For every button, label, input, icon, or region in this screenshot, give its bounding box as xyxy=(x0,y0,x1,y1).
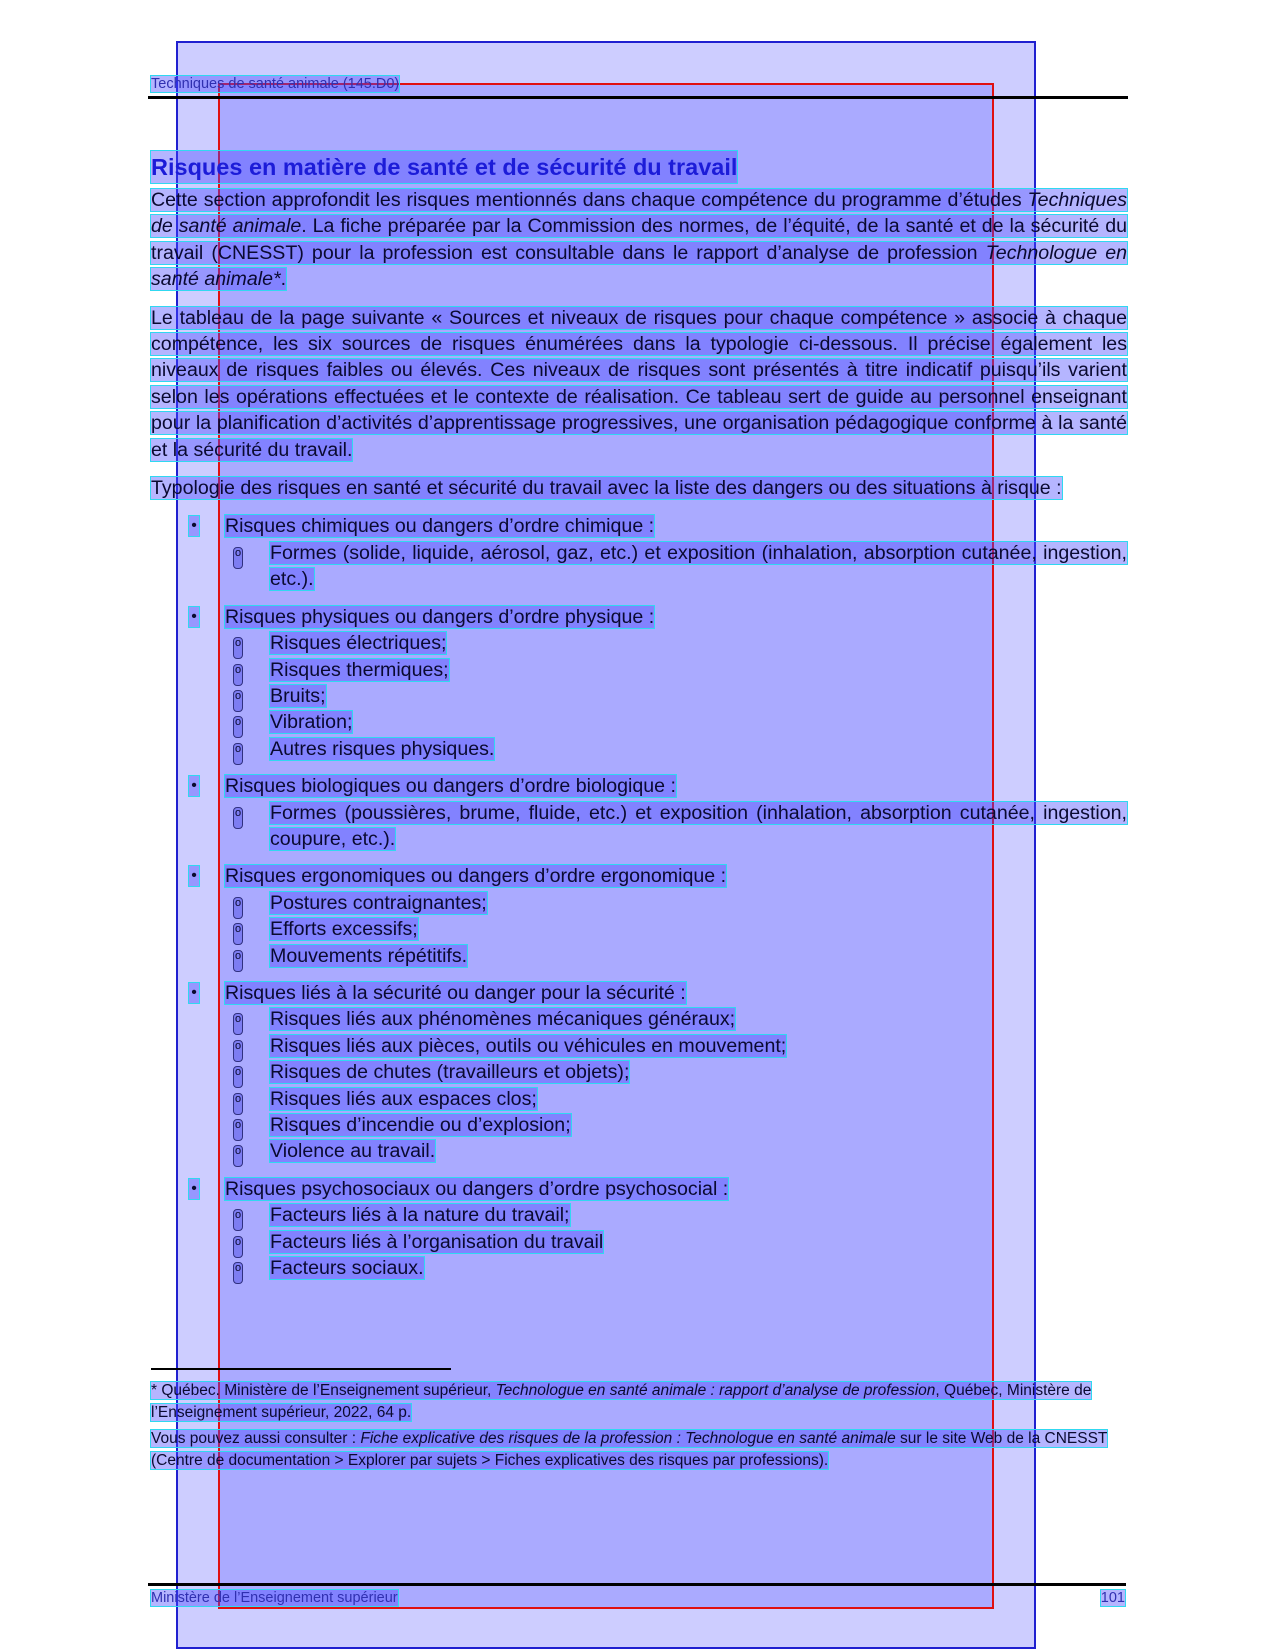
intro-p1-end: . xyxy=(280,268,287,291)
risk-category-label: Risques chimiques ou dangers d’ordre chimique : xyxy=(225,515,655,538)
risk-sub-item xyxy=(151,540,1127,593)
risk-category-label: Risques physiques ou dangers d’ordre physique : xyxy=(225,605,655,628)
risk-sub-item-text: Facteurs sociaux. xyxy=(270,1257,424,1280)
circle-bullet-icon: o xyxy=(233,1119,243,1141)
risk-category xyxy=(151,863,1127,969)
footnote-2-text xyxy=(151,1430,1107,1469)
risk-sub-item-text: Risques électriques; xyxy=(270,632,447,655)
program-name: Techniques de santé animale xyxy=(151,189,1127,238)
risk-sub-item xyxy=(151,916,1127,942)
risk-sub-list xyxy=(151,540,1127,593)
risk-sub-item xyxy=(151,630,1127,656)
risk-category xyxy=(151,513,1127,592)
risk-sub-item-text: Formes (solide, liquide, aérosol, gaz, etc.) et exposition (inhalation, absorption cutanée, ingestion, etc.). xyxy=(270,541,1127,591)
bullet-icon: • xyxy=(189,1179,199,1199)
risk-category-heading xyxy=(151,513,1127,539)
risk-sub-list xyxy=(151,630,1127,762)
risk-sub-item xyxy=(151,1006,1127,1032)
footnote-1-title: Technologue en santé animale : rapport d’analyse de profession xyxy=(495,1382,936,1399)
bullet-icon: • xyxy=(189,516,199,536)
risk-sub-item-text: Risques liés aux espaces clos; xyxy=(270,1087,537,1110)
circle-bullet-icon: o xyxy=(233,1066,243,1088)
circle-bullet-icon: o xyxy=(233,716,243,738)
risk-category-label: Risques psychosociaux ou dangers d’ordre psychosocial : xyxy=(225,1177,729,1200)
risk-sub-item-text: Facteurs liés à la nature du travail; xyxy=(270,1204,570,1227)
risk-sub-item-text: Postures contraignantes; xyxy=(270,891,487,914)
circle-bullet-icon: o xyxy=(233,690,243,712)
footnote-2-part1: Vous pouvez aussi consulter : xyxy=(151,1430,361,1447)
circle-bullet-icon: o xyxy=(233,664,243,686)
section-title: Risques en matière de santé et de sécurité du travail xyxy=(151,151,737,183)
footer-ministry: Ministère de l’Enseignement supérieur xyxy=(151,1590,398,1606)
risk-category-label: Risques liés à la sécurité ou danger pour la sécurité : xyxy=(225,981,686,1004)
risk-category-label: Risques ergonomiques ou dangers d’ordre ergonomique : xyxy=(225,865,727,888)
bullet-icon: • xyxy=(189,866,199,886)
risk-sub-item xyxy=(151,943,1127,969)
risk-sub-item xyxy=(151,1202,1127,1228)
risk-sub-item xyxy=(151,1033,1127,1059)
risk-category-heading xyxy=(151,1176,1127,1202)
risk-sub-item-text: Risques de chutes (travailleurs et objets); xyxy=(270,1061,630,1084)
circle-bullet-icon: o xyxy=(233,743,243,765)
intro-paragraph-1 xyxy=(151,187,1127,293)
risk-category xyxy=(151,980,1127,1165)
risk-sub-item xyxy=(151,709,1127,735)
bullet-icon: • xyxy=(189,983,199,1003)
footer-rule xyxy=(148,1583,1126,1586)
intro-p1-text xyxy=(151,189,1127,290)
risk-sub-list xyxy=(151,800,1127,853)
footnote-1-part1: * Québec. Ministère de l’Enseignement supérieur, xyxy=(151,1382,496,1399)
circle-bullet-icon: o xyxy=(233,950,243,972)
circle-bullet-icon: o xyxy=(233,807,243,829)
report-title: Technologue en santé animale* xyxy=(151,241,1128,291)
circle-bullet-icon: o xyxy=(233,637,243,659)
footnotes xyxy=(151,1380,1111,1476)
risk-sub-item xyxy=(151,800,1127,853)
risk-sub-item xyxy=(151,736,1127,762)
footnote-2 xyxy=(151,1428,1111,1471)
risk-category-label: Risques biologiques ou dangers d’ordre biologique : xyxy=(225,775,676,798)
risk-sub-item xyxy=(151,657,1127,683)
footnote-separator xyxy=(151,1368,451,1370)
risk-category-heading xyxy=(151,863,1127,889)
risk-category xyxy=(151,1176,1127,1282)
risk-sub-item-text: Bruits; xyxy=(270,684,326,707)
intro-p3-text: Typologie des risques en santé et sécurité du travail avec la liste des dangers ou des situations à risque : xyxy=(151,477,1062,500)
risk-sub-item-text: Vibration; xyxy=(270,711,353,734)
intro-p1-part1: Cette section approfondit les risques mentionnés dans chaque compétence du programme d’études xyxy=(151,189,1028,211)
running-header: Techniques de santé animale (145.D0) xyxy=(151,76,400,92)
risk-category xyxy=(151,773,1127,852)
bullet-icon: • xyxy=(189,776,199,796)
risk-sub-item xyxy=(151,1255,1127,1281)
risk-typology-list xyxy=(151,513,1127,1281)
footnote-2-part2: sur le site Web de la CNESST (Centre de documentation > Explorer par sujets > Fiches explicatives des risques par professions). xyxy=(151,1430,1108,1469)
circle-bullet-icon: o xyxy=(233,923,243,945)
intro-p2-text: Le tableau de la page suivante « Sources et niveaux de risques pour chaque compétence » associe à chaque compétence, les six sources de risques énumérées dans la typologie ci-dessous. Il précise également les niveaux de risques faibles ou élevés. Ces niveaux de risques sont présentés à titre indicatif puisqu’ils varient selon les opérations effectuées et le contexte de réalisation. Ce tableau sert de guide au personnel enseignant pour la planification d’activités d’apprentissage progressives, une organisation pédagogique conforme à la santé et la sécurité du travail. xyxy=(151,306,1127,461)
risk-sub-item-text: Autres risques physiques. xyxy=(270,737,495,760)
risk-category-heading xyxy=(151,980,1127,1006)
risk-sub-item xyxy=(151,1229,1127,1255)
circle-bullet-icon: o xyxy=(233,547,243,569)
risk-sub-list xyxy=(151,1006,1127,1164)
risk-sub-item xyxy=(151,1138,1127,1164)
circle-bullet-icon: o xyxy=(233,1013,243,1035)
risk-sub-item xyxy=(151,1086,1127,1112)
footnote-1-part2: , Québec, Ministère de l’Enseignement supérieur, 2022, 64 p. xyxy=(151,1382,1092,1421)
header-rule xyxy=(148,96,1128,99)
risk-sub-item xyxy=(151,1112,1127,1138)
risk-sub-item-text: Risques thermiques; xyxy=(270,658,449,681)
footnote-1 xyxy=(151,1380,1111,1423)
risk-sub-item-text: Risques liés aux pièces, outils ou véhicules en mouvement; xyxy=(270,1034,787,1057)
risk-sub-item-text: Mouvements répétitifs. xyxy=(270,944,468,967)
circle-bullet-icon: o xyxy=(233,897,243,919)
risk-category xyxy=(151,604,1127,762)
body-content xyxy=(151,187,1127,1292)
risk-sub-item-text: Facteurs liés à l’organisation du travail xyxy=(270,1230,604,1253)
intro-paragraph-2 xyxy=(151,305,1127,463)
footnote-1-text xyxy=(151,1382,1091,1421)
circle-bullet-icon: o xyxy=(233,1040,243,1062)
risk-sub-item-text: Risques d’incendie ou d’explosion; xyxy=(270,1114,571,1136)
footnote-2-title: Fiche explicative des risques de la profession : Technologue en santé animale xyxy=(360,1430,896,1447)
risk-sub-item-text: Efforts excessifs; xyxy=(270,918,418,941)
risk-category-heading xyxy=(151,604,1127,630)
circle-bullet-icon: o xyxy=(233,1093,243,1115)
risk-sub-item-text: Violence au travail. xyxy=(270,1140,436,1163)
risk-sub-item-text: Risques liés aux phénomènes mécaniques généraux; xyxy=(270,1008,736,1031)
circle-bullet-icon: o xyxy=(233,1236,243,1258)
risk-sub-item xyxy=(151,890,1127,916)
risk-sub-list xyxy=(151,890,1127,969)
risk-sub-item-text: Formes (poussières, brume, fluide, etc.) et exposition (inhalation, absorption cutanée, ingestion, coupure, etc.). xyxy=(270,801,1127,850)
intro-paragraph-3 xyxy=(151,475,1127,501)
page-number: 101 xyxy=(1100,1590,1125,1606)
document-page xyxy=(151,0,1127,1651)
risk-sub-list xyxy=(151,1202,1127,1281)
circle-bullet-icon: o xyxy=(233,1262,243,1284)
intro-p1-part2: . La fiche préparée par la Commission des normes, de l’équité, de la santé et de la sécurité du travail (CNESST) pour la profession est consultable dans le rapport d’analyse de profession xyxy=(151,215,1127,264)
risk-sub-item xyxy=(151,683,1127,709)
circle-bullet-icon: o xyxy=(233,1209,243,1231)
bullet-icon: • xyxy=(189,607,199,627)
risk-category-heading xyxy=(151,773,1127,799)
risk-sub-item xyxy=(151,1059,1127,1085)
circle-bullet-icon: o xyxy=(233,1145,243,1167)
